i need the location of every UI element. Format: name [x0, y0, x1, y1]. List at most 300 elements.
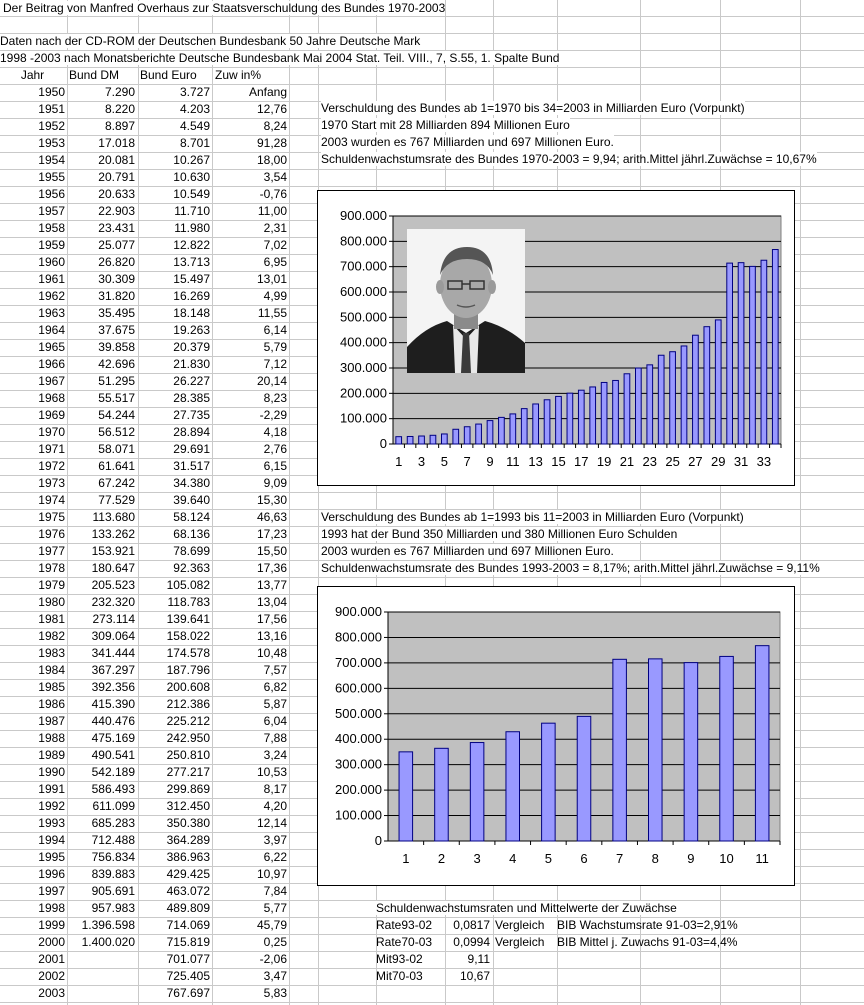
cell-bund-dm[interactable]: 23.431: [98, 221, 135, 235]
cell-jahr[interactable]: 1991: [38, 782, 65, 796]
x-tick-label: 3: [473, 851, 481, 866]
cell-bund-euro[interactable]: 8.701: [179, 136, 210, 150]
chart1-note-1[interactable]: Verschuldung des Bundes ab 1=1970 bis 34=2003 in Milliarden Euro (Vorpunkt): [321, 101, 745, 115]
cell-bund-euro[interactable]: 277.217: [166, 765, 210, 779]
cell-bund-euro[interactable]: 21.830: [173, 357, 210, 371]
cell-bund-dm[interactable]: 58.071: [98, 442, 135, 456]
cell-zuw[interactable]: 2,31: [263, 221, 287, 235]
header-bund-euro[interactable]: Bund Euro: [140, 68, 197, 82]
cell-jahr[interactable]: 1984: [38, 663, 65, 677]
summary-text[interactable]: BIB Mittel j. Zuwachs 91-03=4,4%: [557, 935, 738, 949]
cell-bund-dm[interactable]: 475.169: [91, 731, 135, 745]
bar: [556, 396, 562, 444]
x-tick-label: 27: [688, 454, 703, 469]
cell-bund-euro[interactable]: 10.630: [173, 170, 210, 184]
cell-bund-euro[interactable]: 58.124: [173, 510, 210, 524]
cell-bund-euro[interactable]: 715.819: [166, 935, 210, 949]
cell-zuw[interactable]: 8,24: [263, 119, 287, 133]
cell-zuw[interactable]: 2,76: [263, 442, 287, 456]
cell-jahr[interactable]: 1988: [38, 731, 65, 745]
cell-bund-euro[interactable]: 11.980: [174, 221, 210, 235]
cell-jahr[interactable]: 1955: [38, 170, 65, 184]
cell-jahr[interactable]: 1976: [38, 527, 65, 541]
cell-zuw[interactable]: 11,00: [257, 204, 287, 218]
cell-jahr[interactable]: 1981: [38, 612, 65, 626]
cell-bund-dm[interactable]: 367.297: [91, 663, 135, 677]
header-bund-dm[interactable]: Bund DM: [69, 68, 120, 82]
cell-bund-euro[interactable]: 118.783: [167, 595, 210, 609]
cell-bund-dm[interactable]: 22.903: [98, 204, 135, 218]
cell-zuw[interactable]: 9,09: [263, 476, 287, 490]
bar: [590, 387, 596, 444]
cell-bund-euro[interactable]: 158.022: [166, 629, 210, 643]
x-tick-label: 4: [509, 851, 517, 866]
cell-bund-dm[interactable]: 20.791: [98, 170, 135, 184]
bar: [772, 250, 778, 444]
cell-jahr[interactable]: 1953: [38, 136, 65, 150]
cell-jahr[interactable]: 1950: [38, 85, 65, 99]
cell-bund-euro[interactable]: 12.822: [173, 238, 210, 252]
y-tick-label: 400.000: [340, 334, 387, 350]
cell-zuw[interactable]: 10,53: [256, 765, 287, 779]
x-tick-label: 6: [580, 851, 588, 866]
cell-jahr[interactable]: 1957: [38, 204, 65, 218]
cell-bund-euro[interactable]: 28.894: [173, 425, 210, 439]
cell-bund-dm[interactable]: 611.099: [92, 799, 135, 813]
cell-bund-euro[interactable]: 78.699: [173, 544, 210, 558]
cell-jahr[interactable]: 1962: [38, 289, 65, 303]
cell-bund-euro[interactable]: 714.069: [166, 918, 210, 932]
cell-bund-dm[interactable]: 133.262: [91, 527, 135, 541]
summary-label[interactable]: Mit70-03: [376, 969, 423, 983]
cell-zuw[interactable]: 3,24: [263, 748, 287, 762]
cell-jahr[interactable]: 1985: [38, 680, 65, 694]
cell-zuw[interactable]: 5,77: [263, 901, 287, 915]
cell-jahr[interactable]: 1993: [38, 816, 65, 830]
chart1-note-2[interactable]: 1970 Start mit 28 Milliarden 894 Millionen Euro: [321, 118, 570, 132]
summary-label[interactable]: Rate93-02: [376, 918, 433, 932]
bar: [658, 355, 664, 444]
summary-label[interactable]: Rate70-03: [376, 935, 433, 949]
summary-title[interactable]: Schuldenwachstumsraten und Mittelwerte der Zuwächse: [376, 901, 677, 915]
cell-zuw[interactable]: 13,04: [256, 595, 287, 609]
cell-zuw[interactable]: 12,14: [256, 816, 287, 830]
cell-bund-dm[interactable]: 39.858: [98, 340, 135, 354]
cell-bund-dm[interactable]: 20.081: [98, 153, 135, 167]
cell-jahr[interactable]: 1995: [38, 850, 65, 864]
cell-bund-euro[interactable]: 299.869: [166, 782, 210, 796]
cell-bund-euro[interactable]: 767.697: [166, 986, 210, 1000]
source-note-1[interactable]: Daten nach der CD-ROM der Deutschen Bundesbank 50 Jahre Deutsche Mark: [0, 34, 421, 48]
cell-zuw[interactable]: 4,20: [263, 799, 287, 813]
cell-bund-dm[interactable]: 957.983: [91, 901, 135, 915]
cell-bund-dm[interactable]: 42.696: [98, 357, 135, 371]
bar: [720, 656, 734, 841]
cell-jahr[interactable]: 1958: [38, 221, 65, 235]
cell-jahr[interactable]: 2000: [38, 935, 65, 949]
cell-bund-dm[interactable]: 37.675: [98, 323, 135, 337]
y-tick-label: 600.000: [335, 680, 382, 696]
cell-bund-euro[interactable]: 15.497: [173, 272, 210, 286]
cell-jahr[interactable]: 1972: [38, 459, 65, 473]
cell-jahr[interactable]: 2003: [38, 986, 65, 1000]
cell-jahr[interactable]: 1974: [38, 493, 65, 507]
cell-bund-euro[interactable]: 4.549: [179, 119, 210, 133]
cell-bund-euro[interactable]: 174.578: [166, 646, 210, 660]
cell-bund-dm[interactable]: 905.691: [91, 884, 135, 898]
x-tick-label: 9: [687, 851, 695, 866]
cell-zuw[interactable]: 6,95: [263, 255, 287, 269]
cell-zuw[interactable]: 3,97: [263, 833, 287, 847]
cell-bund-dm[interactable]: 341.444: [91, 646, 135, 660]
summary-value[interactable]: 0,0994: [453, 935, 490, 949]
cell-zuw[interactable]: 13,01: [256, 272, 287, 286]
cell-jahr[interactable]: 1986: [38, 697, 65, 711]
cell-jahr[interactable]: 1965: [38, 340, 65, 354]
cell-bund-dm[interactable]: 153.921: [91, 544, 135, 558]
cell-zuw[interactable]: 7,12: [263, 357, 287, 371]
cell-bund-euro[interactable]: 27.735: [173, 408, 210, 422]
bar: [533, 404, 539, 444]
cell-jahr[interactable]: 1971: [38, 442, 65, 456]
cell-jahr[interactable]: 1982: [38, 629, 65, 643]
cell-bund-dm[interactable]: 26.820: [98, 255, 135, 269]
cell-zuw[interactable]: 5,79: [263, 340, 287, 354]
cell-jahr[interactable]: 1980: [38, 595, 65, 609]
cell-bund-dm[interactable]: 56.512: [98, 425, 135, 439]
column-gridline: [289, 0, 290, 1005]
cell-bund-euro[interactable]: 28.385: [173, 391, 210, 405]
cell-bund-dm[interactable]: 113.680: [92, 510, 135, 524]
cell-bund-euro[interactable]: 489.809: [166, 901, 210, 915]
cell-zuw[interactable]: 6,82: [263, 680, 287, 694]
cell-zuw[interactable]: 91,28: [256, 136, 287, 150]
cell-jahr[interactable]: 1970: [38, 425, 65, 439]
cell-jahr[interactable]: 1983: [38, 646, 65, 660]
cell-bund-dm[interactable]: 415.390: [91, 697, 135, 711]
cell-bund-euro[interactable]: 34.380: [173, 476, 210, 490]
cell-bund-euro[interactable]: 92.363: [173, 561, 210, 575]
cell-bund-dm[interactable]: 77.529: [98, 493, 135, 507]
cell-zuw[interactable]: 3,54: [263, 170, 287, 184]
cell-bund-euro[interactable]: 364.289: [166, 833, 210, 847]
cell-jahr[interactable]: 1959: [38, 238, 65, 252]
cell-bund-dm[interactable]: 205.523: [91, 578, 135, 592]
cell-zuw[interactable]: 6,14: [263, 323, 287, 337]
x-tick-label: 33: [756, 454, 772, 469]
y-tick-label: 300.000: [335, 756, 382, 772]
cell-zuw[interactable]: 8,17: [263, 782, 287, 796]
cell-zuw[interactable]: 17,36: [256, 561, 287, 575]
cell-bund-dm[interactable]: 8.897: [104, 119, 135, 133]
cell-jahr[interactable]: 1960: [38, 255, 65, 269]
cell-jahr[interactable]: 1973: [38, 476, 65, 490]
x-tick-label: 19: [596, 454, 612, 469]
cell-jahr[interactable]: 1964: [38, 323, 65, 337]
cell-bund-dm[interactable]: 542.189: [91, 765, 135, 779]
cell-bund-euro[interactable]: 386.963: [166, 850, 210, 864]
summary-text[interactable]: BIB Wachstumsrate 91-03=2,91%: [557, 918, 738, 932]
cell-bund-dm[interactable]: 17.018: [98, 136, 135, 150]
row-gridline: [0, 1002, 864, 1003]
summary-label[interactable]: Mit93-02: [376, 952, 423, 966]
cell-bund-euro[interactable]: 10.267: [173, 153, 210, 167]
cell-bund-euro[interactable]: 20.379: [173, 340, 210, 354]
bar: [601, 382, 607, 444]
cell-bund-dm[interactable]: 35.495: [98, 306, 135, 320]
cell-bund-euro[interactable]: 31.517: [173, 459, 210, 473]
cell-jahr[interactable]: 1977: [38, 544, 65, 558]
column-gridline: [67, 0, 68, 1005]
cell-jahr[interactable]: 1997: [38, 884, 65, 898]
cell-zuw[interactable]: 4,18: [263, 425, 287, 439]
bar: [430, 435, 436, 444]
cell-bund-dm[interactable]: 756.834: [91, 850, 135, 864]
cell-jahr[interactable]: 1987: [38, 714, 65, 728]
cell-jahr[interactable]: 1975: [38, 510, 65, 524]
cell-jahr[interactable]: 1999: [38, 918, 65, 932]
cell-jahr[interactable]: 1968: [38, 391, 65, 405]
bar: [624, 374, 630, 444]
chart2-note-1[interactable]: Verschuldung des Bundes ab 1=1993 bis 11=2003 in Milliarden Euro (Vorpunkt): [321, 510, 744, 524]
cell-bund-dm[interactable]: 309.064: [91, 629, 135, 643]
cell-bund-dm[interactable]: 20.633: [98, 187, 135, 201]
cell-jahr[interactable]: 2001: [38, 952, 65, 966]
cell-jahr[interactable]: 1966: [38, 357, 65, 371]
cell-zuw[interactable]: 17,23: [256, 527, 287, 541]
cell-jahr[interactable]: 1951: [38, 102, 65, 116]
cell-jahr[interactable]: 1989: [38, 748, 65, 762]
chart-1970-2003-svg: [318, 191, 796, 487]
cell-zuw[interactable]: 45,79: [256, 918, 287, 932]
bar: [755, 646, 769, 841]
sheet-title[interactable]: Der Beitrag von Manfred Overhaus zur Staatsverschuldung des Bundes 1970-2003: [3, 1, 446, 15]
cell-jahr[interactable]: 1967: [38, 374, 65, 388]
cell-jahr[interactable]: 1990: [38, 765, 65, 779]
cell-bund-dm[interactable]: 67.242: [98, 476, 135, 490]
x-tick-label: 8: [651, 851, 659, 866]
cell-jahr[interactable]: 1961: [38, 272, 65, 286]
cell-bund-dm[interactable]: 273.114: [92, 612, 135, 626]
cell-jahr[interactable]: 1979: [38, 578, 65, 592]
cell-bund-dm[interactable]: 685.283: [91, 816, 135, 830]
bar: [738, 263, 744, 444]
cell-jahr[interactable]: 1952: [38, 119, 65, 133]
summary-value[interactable]: 10,67: [459, 969, 490, 983]
cell-zuw[interactable]: 7,57: [263, 663, 287, 677]
cell-bund-dm[interactable]: 712.488: [91, 833, 135, 847]
cell-bund-dm[interactable]: 1.396.598: [81, 918, 135, 932]
cell-bund-euro[interactable]: 350.380: [166, 816, 210, 830]
bar: [649, 659, 663, 841]
cell-bund-dm[interactable]: 30.309: [98, 272, 135, 286]
cell-bund-dm[interactable]: 490.541: [91, 748, 135, 762]
cell-bund-euro[interactable]: 29.691: [173, 442, 210, 456]
source-note-2[interactable]: 1998 -2003 nach Monatsberichte Deutsche Bundesbank Mai 2004 Stat. Teil. VIII., 7, S.55, 1. Spalte Bund: [0, 51, 560, 65]
cell-zuw[interactable]: 0,25: [263, 935, 287, 949]
chart-1993-2003[interactable]: [317, 586, 795, 886]
header-jahr[interactable]: Jahr: [20, 68, 45, 82]
cell-bund-dm[interactable]: 839.883: [91, 867, 135, 881]
cell-bund-euro[interactable]: 4.203: [179, 102, 210, 116]
cell-zuw[interactable]: -0,76: [259, 187, 287, 201]
chart2-note-3[interactable]: 2003 wurden es 767 Milliarden und 697 Millionen Euro.: [321, 544, 614, 558]
cell-bund-euro[interactable]: 13.713: [173, 255, 210, 269]
cell-jahr[interactable]: 1994: [38, 833, 65, 847]
cell-zuw[interactable]: 3,47: [263, 969, 287, 983]
bar: [399, 752, 413, 841]
bar: [681, 346, 687, 444]
chart-1970-2003[interactable]: [317, 190, 795, 486]
cell-zuw[interactable]: 5,87: [263, 697, 287, 711]
cell-bund-euro[interactable]: 10.549: [173, 187, 210, 201]
cell-jahr[interactable]: 2002: [38, 969, 65, 983]
cell-zuw[interactable]: Anfang: [248, 85, 287, 99]
y-tick-label: 0: [379, 436, 387, 451]
bar: [542, 723, 556, 841]
x-tick-label: 3: [417, 454, 426, 469]
cell-zuw[interactable]: 15,50: [256, 544, 287, 558]
cell-bund-euro[interactable]: 250.810: [166, 748, 210, 762]
cell-zuw[interactable]: 18,00: [256, 153, 287, 167]
cell-zuw[interactable]: 13,77: [256, 578, 287, 592]
x-tick-label: 29: [711, 454, 726, 469]
summary-compare[interactable]: Vergleich: [495, 918, 545, 932]
chart1-note-4[interactable]: Schuldenwachstumsrate des Bundes 1970-2003 = 9,94; arith.Mittel jährl.Zuwächse = 10,67%: [321, 152, 817, 166]
cell-bund-euro[interactable]: 200.608: [166, 680, 210, 694]
x-tick-label: 5: [544, 851, 552, 866]
cell-zuw[interactable]: -2,29: [259, 408, 287, 422]
cell-bund-euro[interactable]: 3.727: [179, 85, 210, 99]
y-tick-label: 700.000: [335, 654, 382, 670]
cell-bund-dm[interactable]: 392.356: [91, 680, 135, 694]
bar: [487, 421, 493, 444]
x-tick-label: 15: [551, 454, 566, 469]
cell-bund-dm[interactable]: 1.400.020: [81, 935, 135, 949]
cell-zuw[interactable]: 46,63: [256, 510, 287, 524]
cell-bund-dm[interactable]: 61.641: [98, 459, 135, 473]
cell-bund-dm[interactable]: 25.077: [98, 238, 135, 252]
cell-bund-euro[interactable]: 725.405: [166, 969, 210, 983]
cell-jahr[interactable]: 1963: [38, 306, 65, 320]
cell-zuw[interactable]: 4,99: [263, 289, 287, 303]
bar: [578, 390, 584, 444]
cell-bund-euro[interactable]: 429.425: [166, 867, 210, 881]
cell-jahr[interactable]: 1969: [38, 408, 65, 422]
chart-1993-2003-svg: [318, 587, 796, 887]
cell-zuw[interactable]: 10,48: [256, 646, 287, 660]
cell-zuw[interactable]: 6,04: [263, 714, 287, 728]
cell-bund-euro[interactable]: 26.227: [173, 374, 210, 388]
cell-zuw[interactable]: 13,16: [256, 629, 287, 643]
x-tick-label: 23: [642, 454, 657, 469]
cell-zuw[interactable]: 10,97: [256, 867, 287, 881]
cell-zuw[interactable]: 7,84: [263, 884, 287, 898]
cell-bund-euro[interactable]: 139.641: [166, 612, 210, 626]
cell-zuw[interactable]: 8,23: [263, 391, 287, 405]
summary-compare[interactable]: Vergleich: [495, 935, 545, 949]
header-zuw[interactable]: Zuw in%: [215, 68, 262, 82]
cell-bund-dm[interactable]: 55.517: [98, 391, 135, 405]
bar: [470, 743, 484, 841]
cell-bund-euro[interactable]: 225.212: [166, 714, 210, 728]
x-tick-label: 31: [733, 454, 749, 469]
bar: [396, 437, 402, 444]
cell-zuw[interactable]: 6,22: [263, 850, 287, 864]
bar: [613, 659, 627, 841]
cell-jahr[interactable]: 1956: [38, 187, 65, 201]
bar: [750, 266, 756, 444]
cell-bund-euro[interactable]: 19.263: [173, 323, 210, 337]
bar: [704, 327, 710, 444]
cell-bund-dm[interactable]: 8.220: [104, 102, 135, 116]
bar: [613, 380, 619, 444]
cell-bund-dm[interactable]: 31.820: [98, 289, 135, 303]
cell-bund-euro[interactable]: 18.148: [173, 306, 210, 320]
cell-bund-euro[interactable]: 187.796: [166, 663, 210, 677]
cell-zuw[interactable]: 5,83: [263, 986, 287, 1000]
cell-bund-euro[interactable]: 16.269: [173, 289, 210, 303]
cell-bund-euro[interactable]: 11.710: [174, 204, 210, 218]
cell-bund-dm[interactable]: 440.476: [91, 714, 135, 728]
cell-bund-dm[interactable]: 180.647: [91, 561, 135, 575]
row-gridline: [0, 16, 864, 17]
y-tick-label: 200.000: [340, 385, 387, 401]
cell-jahr[interactable]: 1992: [38, 799, 65, 813]
column-gridline: [800, 0, 801, 1005]
cell-bund-euro[interactable]: 242.950: [166, 731, 210, 745]
cell-bund-euro[interactable]: 463.072: [166, 884, 210, 898]
bar: [476, 424, 482, 444]
cell-bund-dm[interactable]: 54.244: [98, 408, 135, 422]
cell-zuw[interactable]: 7,88: [263, 731, 287, 745]
cell-zuw[interactable]: 11,55: [257, 306, 287, 320]
cell-zuw[interactable]: 7,02: [263, 238, 287, 252]
chart1-note-3[interactable]: 2003 wurden es 767 Milliarden und 697 Millionen Euro.: [321, 135, 614, 149]
chart2-note-4[interactable]: Schuldenwachstumsrate des Bundes 1993-2003 = 8,17%; arith.Mittel jährl.Zuwächse = 9,11%: [321, 561, 820, 575]
cell-zuw[interactable]: 12,76: [256, 102, 287, 116]
cell-jahr[interactable]: 1978: [38, 561, 65, 575]
cell-jahr[interactable]: 1998: [38, 901, 65, 915]
x-tick-label: 1: [395, 454, 403, 469]
y-tick-label: 600.000: [340, 284, 387, 299]
bar: [419, 436, 425, 444]
cell-zuw[interactable]: 15,30: [256, 493, 287, 507]
x-tick-label: 5: [440, 454, 448, 469]
summary-value[interactable]: 0,0817: [453, 918, 490, 932]
cell-jahr[interactable]: 1996: [38, 867, 65, 881]
cell-bund-dm[interactable]: 586.493: [91, 782, 135, 796]
cell-bund-dm[interactable]: 51.295: [98, 374, 135, 388]
cell-bund-euro[interactable]: 105.082: [166, 578, 210, 592]
cell-jahr[interactable]: 1954: [38, 153, 65, 167]
cell-bund-dm[interactable]: 232.320: [91, 595, 135, 609]
cell-zuw[interactable]: 6,15: [263, 459, 287, 473]
cell-bund-euro[interactable]: 212.386: [166, 697, 210, 711]
summary-value[interactable]: 9,11: [467, 952, 490, 966]
cell-zuw[interactable]: 17,56: [256, 612, 287, 626]
cell-zuw[interactable]: 20,14: [256, 374, 287, 388]
y-tick-label: 200.000: [335, 782, 382, 798]
cell-bund-dm[interactable]: 7.290: [104, 85, 135, 99]
chart2-note-2[interactable]: 1993 hat der Bund 350 Milliarden und 380 Millionen Euro Schulden: [321, 527, 678, 541]
cell-bund-euro[interactable]: 68.136: [173, 527, 210, 541]
cell-bund-euro[interactable]: 39.640: [173, 493, 210, 507]
cell-zuw[interactable]: -2,06: [259, 952, 287, 966]
cell-bund-euro[interactable]: 312.450: [166, 799, 210, 813]
cell-bund-euro[interactable]: 701.077: [166, 952, 210, 966]
y-tick-label: 0: [374, 833, 382, 848]
